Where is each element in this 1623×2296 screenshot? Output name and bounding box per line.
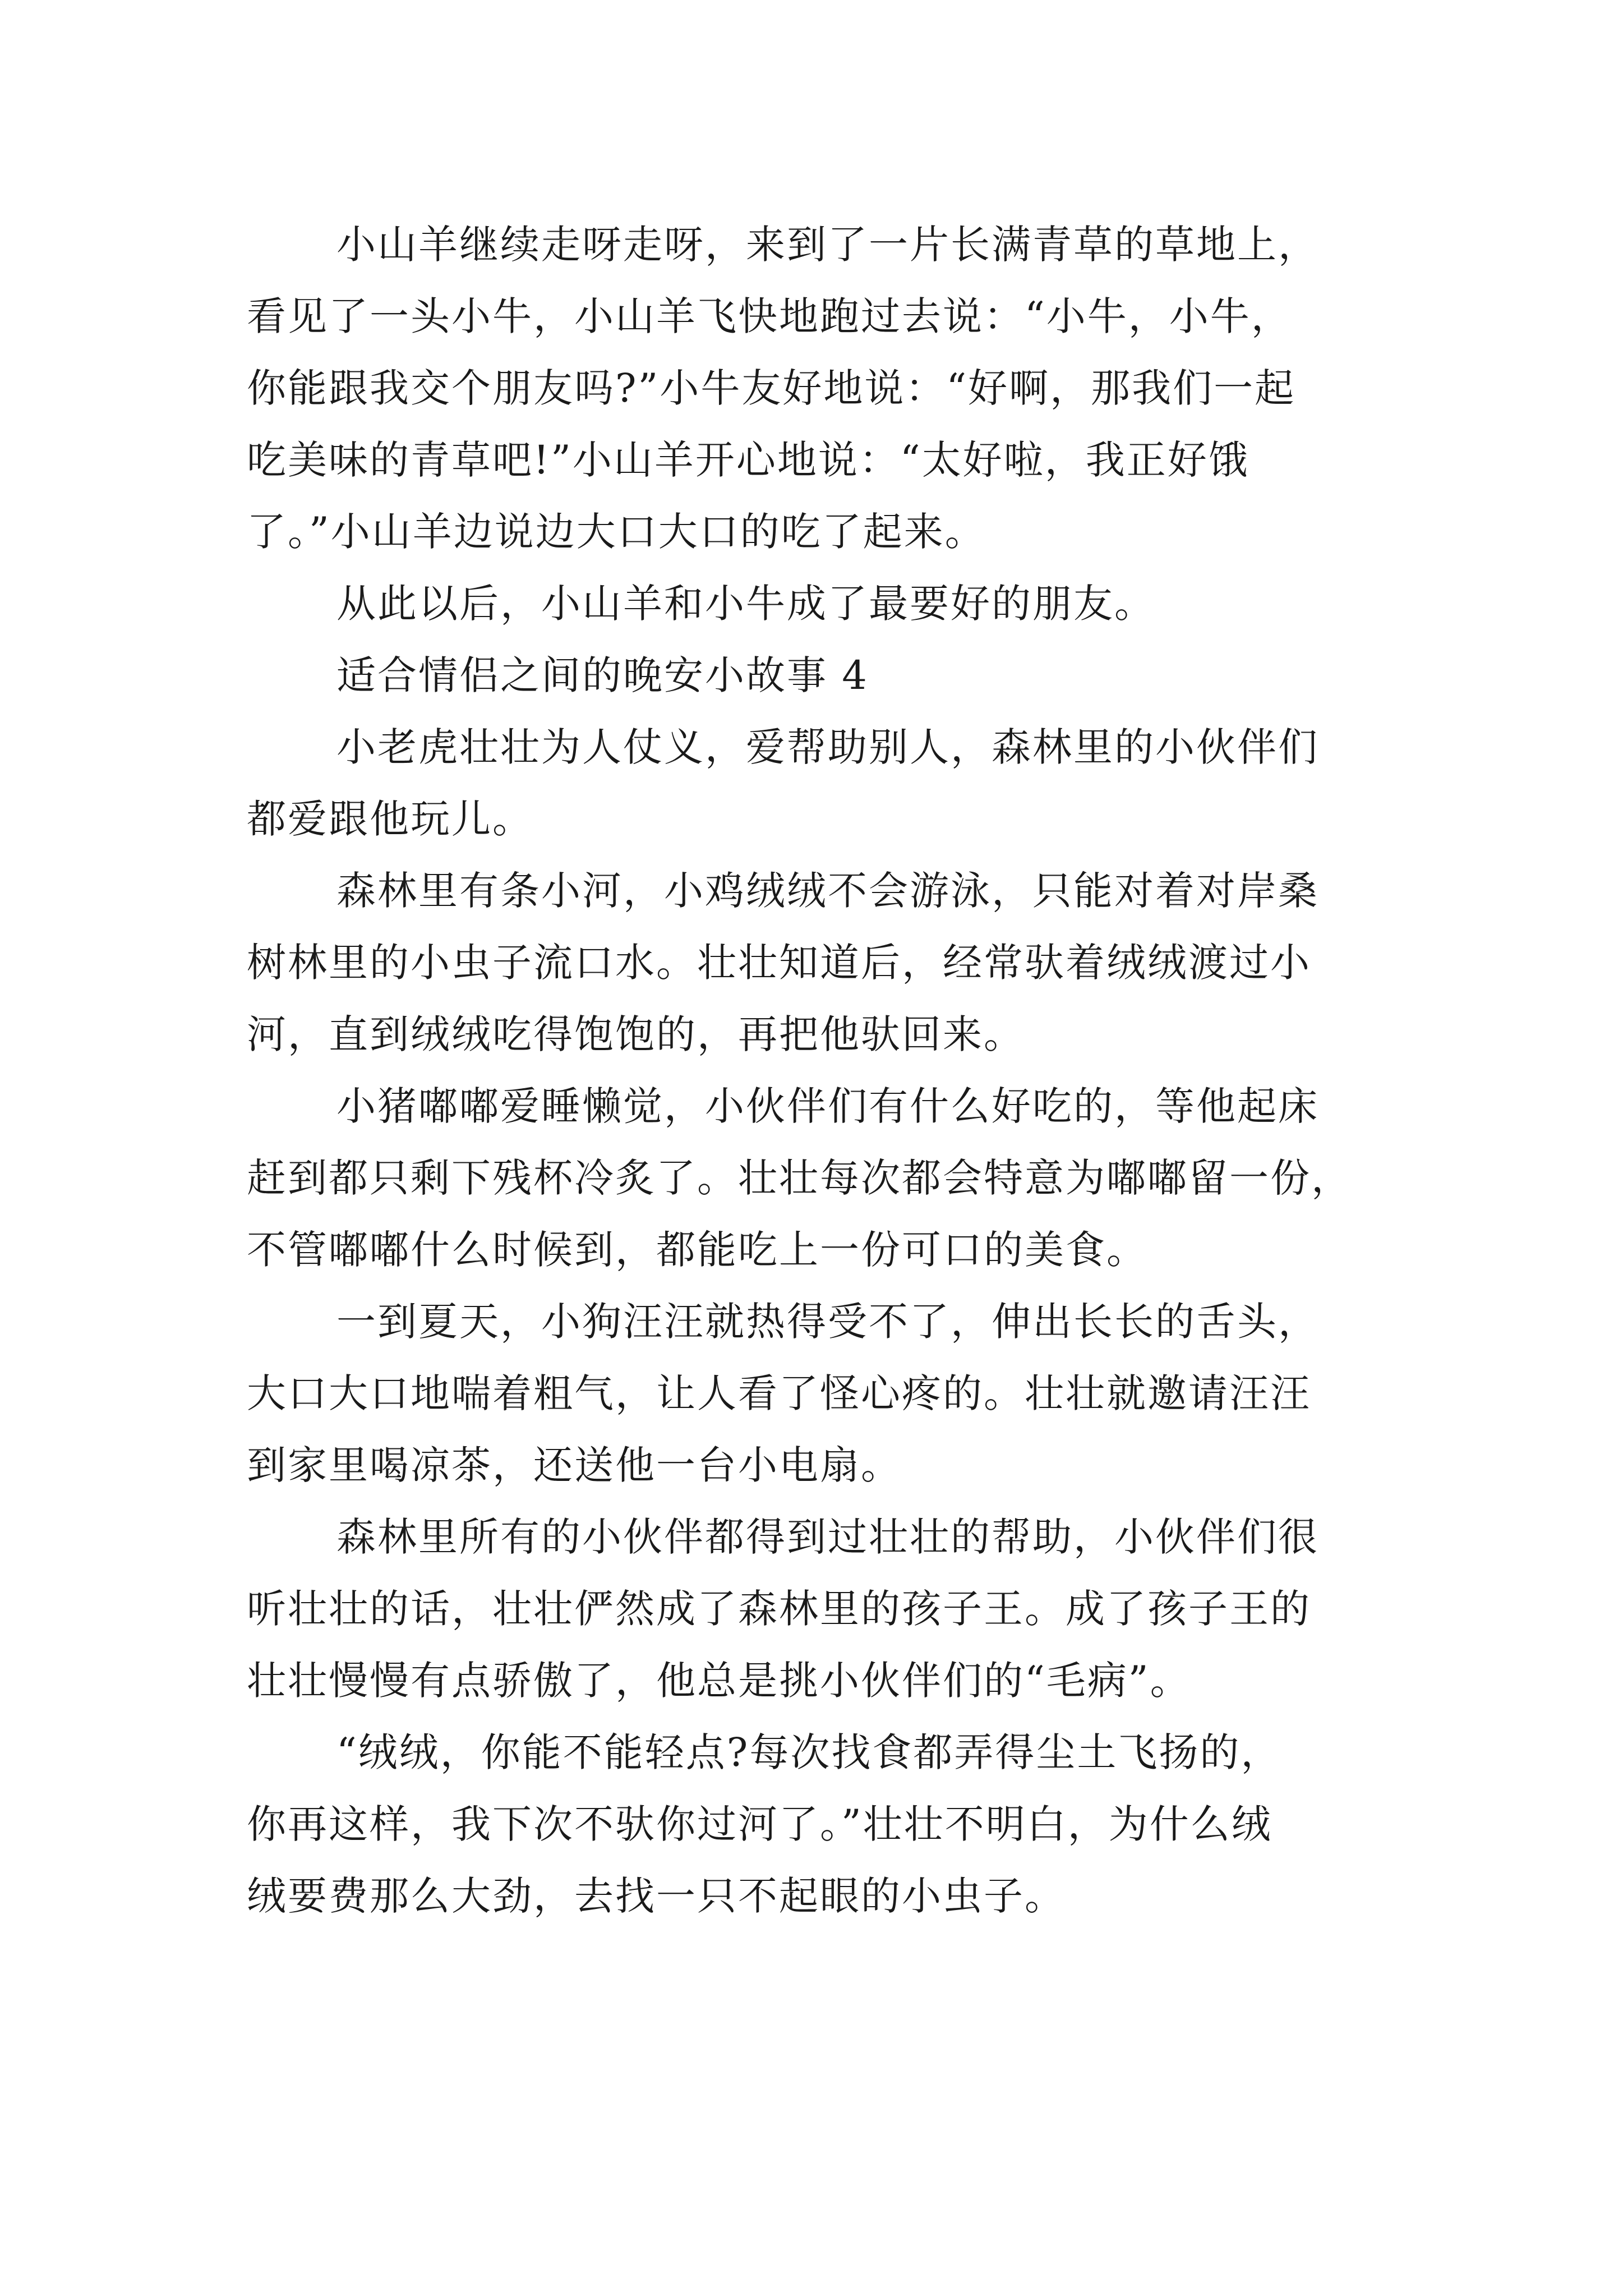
text-line: 绒要费那么大劲，去找一只不起眼的小虫子。 [247,1873,1066,1919]
text-line: 河，直到绒绒吃得饱饱的，再把他驮回来。 [247,1011,1025,1057]
story-heading [247,639,1402,711]
paragraph-king-of-kids [247,1501,1402,1717]
text-line: 了。”小山羊边说边大口大口的吃了起来。 [247,509,986,555]
paragraph-goat-meets-calf [247,209,1402,568]
paragraph-best-friends [247,568,1402,639]
text-line: 听壮壮的话，壮壮俨然成了森林里的孩子王。成了孩子王的 [247,1586,1311,1632]
text-line: 小山羊继续走呀走呀，来到了一片长满青草的草地上， [336,222,1319,268]
document-body [247,209,1402,1932]
paragraph-chick-river [247,855,1402,1070]
text-line: 树林里的小虫子流口水。壮壮知道后，经常驮着绒绒渡过小 [247,940,1311,986]
paragraph-dialogue-rongrong [247,1717,1402,1932]
paragraph-piglet-food [247,1070,1402,1286]
paragraph-tiger-intro [247,711,1402,855]
text-line: 不管嘟嘟什么时候到，都能吃上一份可口的美食。 [247,1227,1147,1273]
text-line: 吃美味的青草吧!”小山羊开心地说：“太好啦，我正好饿 [247,437,1249,483]
text-line: 壮壮慢慢有点骄傲了，他总是挑小伙伴们的“毛病”。 [247,1658,1191,1704]
text-line: 到家里喝凉茶，还送他一台小电扇。 [247,1442,902,1488]
heading-text: 适合情侣之间的晚安小故事 4 [336,652,869,698]
text-line: 都爱跟他玩儿。 [247,796,533,842]
text-line: 森林里有条小河，小鸡绒绒不会游泳，只能对着对岸桑 [336,868,1319,914]
paragraph-puppy-summer [247,1286,1402,1501]
text-line: 你能跟我交个朋友吗?”小牛友好地说：“好啊，那我们一起 [247,365,1296,411]
text-line: 小猪嘟嘟爱睡懒觉，小伙伴们有什么好吃的，等他起床 [336,1083,1319,1129]
text-line: 小老虎壮壮为人仗义，爱帮助别人，森林里的小伙伴们 [336,724,1319,770]
text-line: 你再这样，我下次不驮你过河了。”壮壮不明白，为什么绒 [247,1801,1272,1847]
text-line: 从此以后，小山羊和小牛成了最要好的朋友。 [336,581,1155,627]
text-line: 看见了一头小牛，小山羊飞快地跑过去说：“小牛，小牛， [247,293,1292,339]
text-line: 一到夏天，小狗汪汪就热得受不了，伸出长长的舌头， [336,1299,1319,1345]
text-line: 赶到都只剩下残杯冷炙了。壮壮每次都会特意为嘟嘟留一份， [247,1155,1352,1201]
text-line: 森林里所有的小伙伴都得到过壮壮的帮助，小伙伴们很 [336,1514,1319,1560]
text-line: “绒绒，你能不能轻点?每次找食都弄得尘土飞扬的， [336,1729,1282,1775]
text-line: 大口大口地喘着粗气，让人看了怪心疼的。壮壮就邀请汪汪 [247,1370,1311,1416]
